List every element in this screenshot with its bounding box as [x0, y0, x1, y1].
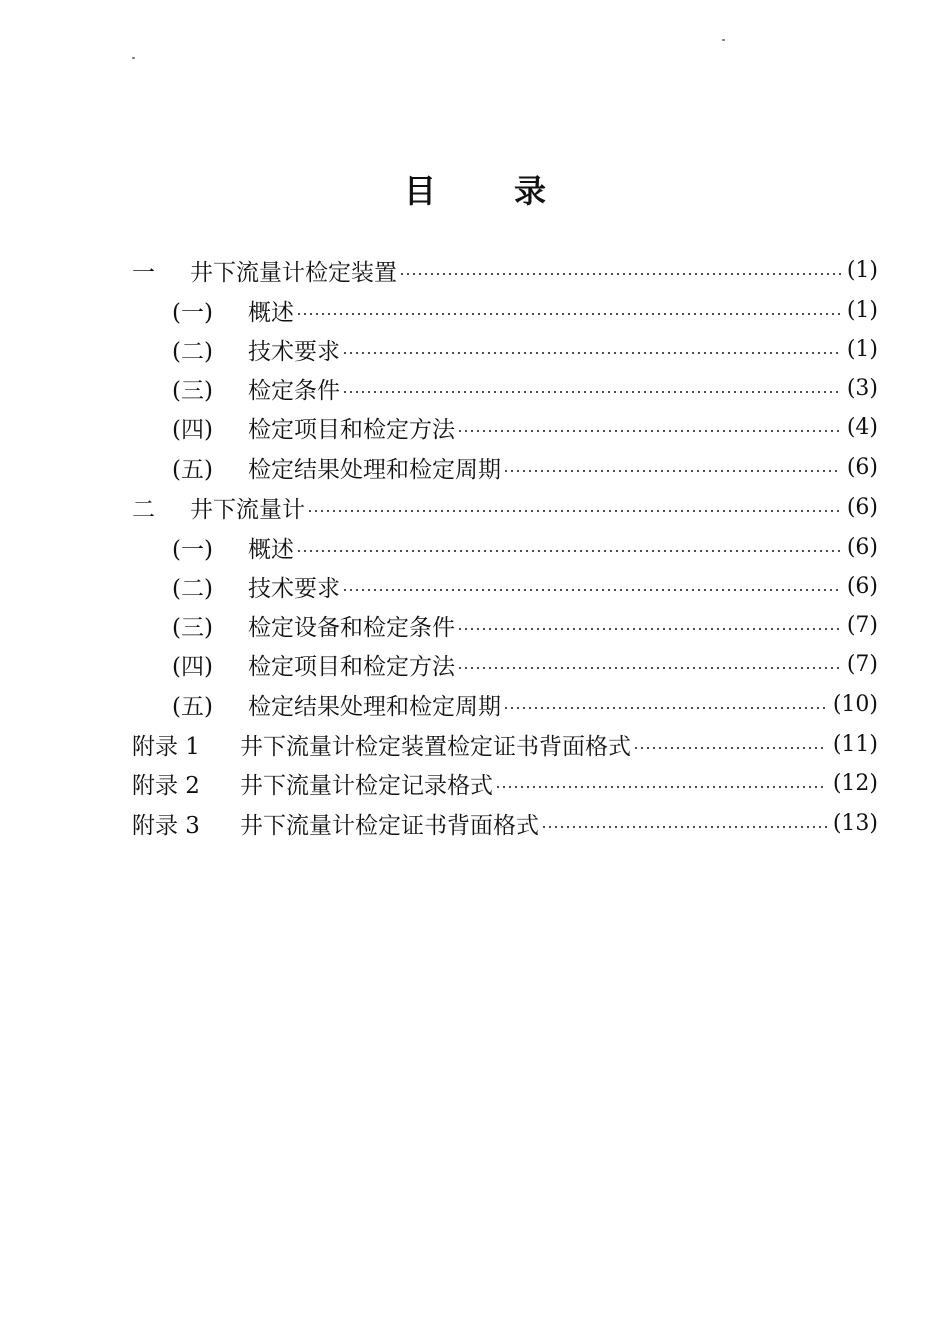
toc-label: 概述	[248, 299, 294, 326]
toc-entry[interactable]	[132, 250, 878, 290]
toc-page: (6)	[846, 494, 878, 520]
toc-page: (10)	[832, 691, 878, 717]
toc-entry[interactable]	[132, 487, 878, 527]
title-char: 目	[403, 172, 436, 210]
toc-entry[interactable]	[132, 763, 878, 803]
toc-number: (一)	[172, 299, 213, 326]
toc-label: 井下流量计检定记录格式	[240, 772, 493, 799]
toc-number: (五)	[172, 456, 213, 483]
toc-number: (五)	[172, 693, 213, 720]
toc-page: (6)	[846, 534, 878, 560]
toc-page: (11)	[832, 731, 878, 757]
dot-leader	[342, 352, 841, 354]
scan-speck	[132, 57, 135, 59]
dot-leader	[342, 589, 841, 591]
toc-entry[interactable]	[172, 368, 878, 408]
dot-leader	[503, 707, 827, 709]
toc-label: 检定项目和检定方法	[248, 416, 455, 443]
scan-speck	[722, 39, 725, 41]
toc-label: 检定结果处理和检定周期	[248, 456, 501, 483]
toc-label: 井下流量计	[190, 496, 305, 523]
toc-label: 井下流量计检定装置	[190, 259, 397, 286]
toc-page: (3)	[846, 375, 878, 401]
toc-number: 一	[132, 259, 155, 286]
toc-entry[interactable]	[172, 644, 878, 684]
toc-entry[interactable]	[172, 290, 878, 330]
dot-leader	[296, 550, 841, 552]
dot-leader	[541, 826, 827, 828]
toc-label: 检定条件	[248, 377, 340, 404]
toc-page: (7)	[846, 612, 878, 638]
toc-label: 井下流量计检定装置检定证书背面格式	[240, 733, 631, 760]
title-char: 录	[514, 172, 547, 210]
toc-label: 技术要求	[248, 575, 340, 602]
toc-number: (三)	[172, 614, 213, 641]
dot-leader	[457, 430, 841, 432]
toc-entry[interactable]	[172, 329, 878, 369]
dot-leader	[457, 667, 841, 669]
page-title	[0, 166, 950, 212]
toc-label: 井下流量计检定证书背面格式	[240, 812, 539, 839]
toc-number: (二)	[172, 338, 213, 365]
toc-number: (四)	[172, 653, 213, 680]
toc-number: (二)	[172, 575, 213, 602]
toc-entry[interactable]	[132, 724, 878, 764]
toc-number: (三)	[172, 377, 213, 404]
toc-entry[interactable]	[172, 447, 878, 487]
toc-page: (13)	[832, 810, 878, 836]
toc-page: (1)	[846, 257, 878, 283]
dot-leader	[342, 391, 841, 393]
toc-page: (7)	[846, 651, 878, 677]
toc-label: 技术要求	[248, 338, 340, 365]
toc-entry[interactable]	[172, 684, 878, 724]
toc-label: 检定项目和检定方法	[248, 653, 455, 680]
dot-leader	[633, 747, 827, 749]
toc-entry[interactable]	[172, 407, 878, 447]
dot-leader	[296, 313, 841, 315]
dot-leader	[503, 470, 841, 472]
dot-leader	[495, 786, 827, 788]
toc-page: (4)	[846, 414, 878, 440]
dot-leader	[307, 510, 841, 512]
dot-leader	[457, 628, 841, 630]
toc-page: (1)	[846, 336, 878, 362]
toc-page: (6)	[846, 573, 878, 599]
toc-entry[interactable]	[132, 803, 878, 843]
toc-number: (四)	[172, 416, 213, 443]
toc-number: 附录 3	[132, 812, 200, 839]
toc-number: 附录 2	[132, 772, 200, 799]
toc-entry[interactable]	[172, 605, 878, 645]
toc-number: 二	[132, 496, 155, 523]
toc-label: 检定设备和检定条件	[248, 614, 455, 641]
toc-entry[interactable]	[172, 566, 878, 606]
toc-page: (6)	[846, 454, 878, 480]
dot-leader	[399, 273, 841, 275]
toc-page: (1)	[846, 297, 878, 323]
toc-label: 检定结果处理和检定周期	[248, 693, 501, 720]
toc-number: 附录 1	[132, 733, 200, 760]
toc-entry[interactable]	[172, 527, 878, 567]
toc-label: 概述	[248, 536, 294, 563]
toc-page: (12)	[832, 770, 878, 796]
toc-number: (一)	[172, 536, 213, 563]
